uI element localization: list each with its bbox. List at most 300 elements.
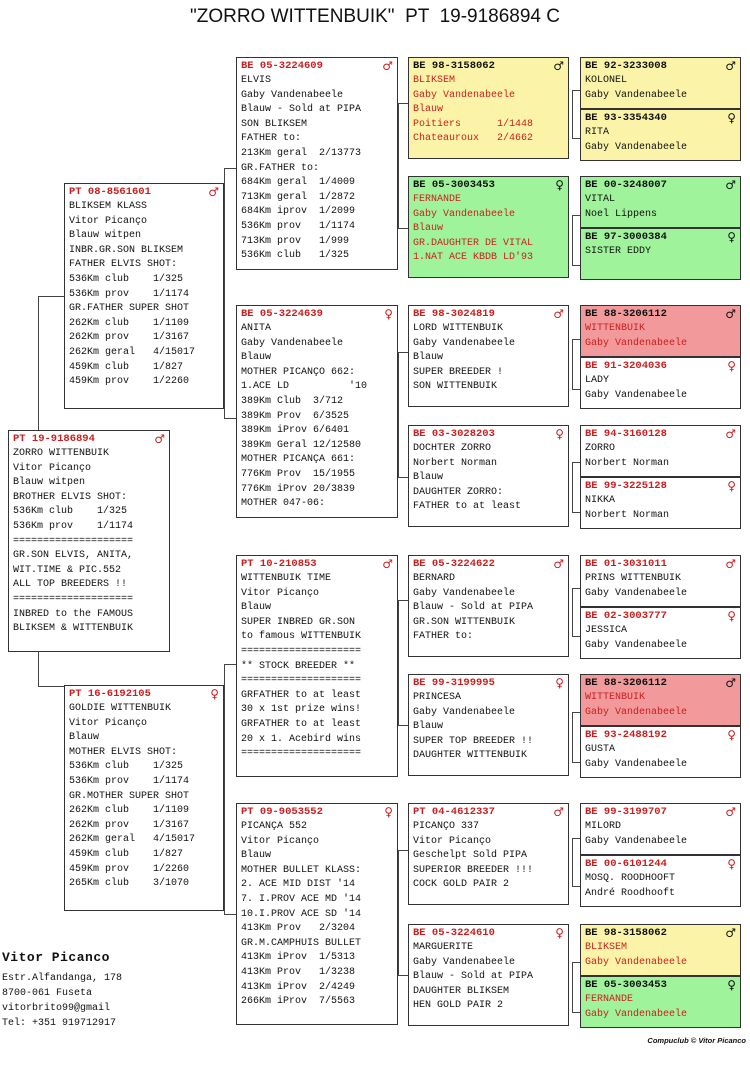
card-line: JESSICA — [585, 625, 628, 636]
card-line: 713Km prov 1/999 — [241, 235, 350, 247]
pedigree-card-g14[interactable] — [580, 855, 741, 907]
card-line: Gaby Vandenabeele — [241, 89, 344, 101]
pedigree-card-g3[interactable] — [580, 176, 741, 228]
connector-line — [224, 418, 236, 419]
card-line: Gaby Vandenabeele — [585, 1008, 688, 1020]
connector-line — [572, 838, 580, 839]
card-line: ==================== — [13, 593, 134, 605]
connector-line — [572, 90, 573, 138]
card-line: Blauw — [413, 223, 444, 235]
card-line: Blauw — [413, 721, 444, 733]
card-line: 776Km iProv 20/3839 — [241, 483, 356, 495]
card-line: ==================== — [13, 535, 134, 547]
pedigree-card-sire-dam[interactable] — [236, 305, 398, 518]
pedigree-card-ddd[interactable] — [408, 924, 569, 1026]
connector-line — [572, 389, 580, 390]
female-symbol-icon: ♀ — [555, 177, 564, 192]
card-line: WITTENBUIK — [585, 692, 646, 703]
card-line: 20 x 1. Acebird wins — [241, 733, 362, 745]
card-line: KOLONEL — [585, 75, 628, 86]
card-line: 30 x 1st prize wins! — [241, 704, 362, 716]
female-symbol-icon: ♀ — [727, 110, 736, 125]
breeder-email: vitorbrito99@gmail — [2, 1003, 111, 1014]
card-line: WIT.TIME & PIC.552 — [13, 564, 122, 576]
pedigree-card-g6[interactable] — [580, 357, 741, 409]
male-symbol-icon: ♂ — [725, 58, 736, 73]
connector-line — [398, 725, 408, 726]
card-line: Poitiers 1/1448 — [413, 118, 534, 130]
ring-number: BE 03-3028203 — [413, 427, 495, 440]
card-line: NIKKA — [585, 495, 616, 506]
pedigree-card-sss[interactable] — [408, 57, 569, 159]
connector-line — [572, 712, 580, 713]
connector-line — [398, 477, 408, 478]
connector-line — [224, 168, 225, 418]
card-line: MARGUERITE — [413, 942, 474, 953]
card-line: BLIKSEM KLASS — [69, 201, 148, 212]
card-line: Blauw witpen — [69, 230, 142, 242]
card-line: Blauw — [69, 732, 100, 744]
connector-line — [572, 339, 573, 389]
male-symbol-icon: ♂ — [725, 556, 736, 571]
card-line: BLIKSEM & WITTENBUIK — [13, 623, 134, 635]
card-line: 413Km Prov 1/3238 — [241, 966, 356, 978]
card-line: Gaby Vandenabeele — [585, 835, 688, 847]
ring-number: PT 04-4612337 — [413, 805, 495, 818]
card-line: 265Km club 3/1070 — [69, 878, 190, 890]
pedigree-card-g8[interactable] — [580, 477, 741, 529]
card-line: Blauw — [413, 104, 444, 116]
card-line: ==================== — [241, 748, 362, 760]
breeder-phone: Tel: +351 919712917 — [2, 1018, 117, 1029]
ring-number: BE 93-2488192 — [585, 728, 667, 741]
card-line: SUPER INBRED GR.SON — [241, 616, 356, 628]
card-line: VITAL — [585, 194, 616, 205]
card-line: LORD WITTENBUIK — [413, 323, 504, 334]
card-line: SUPERIOR BREEDER !!! — [413, 864, 534, 876]
female-symbol-icon: ♀ — [727, 229, 736, 244]
card-line: Noel Lippens — [585, 208, 658, 220]
card-line: MOTHER ELVIS SHOT: — [69, 746, 178, 758]
card-line: Gaby Vandenabeele — [413, 89, 516, 101]
ring-number: BE 99-3199995 — [413, 676, 495, 689]
card-line: INBR.GR.SON BLIKSEM — [69, 244, 184, 256]
card-line: 413Km iProv 2/4249 — [241, 981, 356, 993]
card-line: DOCHTER ZORRO — [413, 443, 492, 454]
card-line: 2. ACE MID DIST '14 — [241, 879, 356, 891]
card-line: 459Km prov 1/2260 — [69, 863, 190, 875]
pedigree-card-g11[interactable] — [580, 674, 741, 726]
female-symbol-icon: ♀ — [727, 977, 736, 992]
card-line: HEN GOLD PAIR 2 — [413, 1000, 504, 1012]
card-line: Gaby Vandenabeele — [585, 141, 688, 153]
connector-line — [398, 600, 408, 601]
connector-line — [38, 686, 64, 687]
card-line: MOTHER 047-06: — [241, 498, 326, 510]
connector-line — [398, 352, 399, 477]
card-line: Blauw — [241, 602, 272, 614]
card-line: Blauw — [241, 850, 272, 862]
card-line: ELVIS — [241, 75, 272, 86]
connector-line — [572, 1012, 580, 1013]
female-symbol-icon: ♀ — [384, 804, 393, 819]
card-line: LADY — [585, 375, 610, 386]
pedigree-card-g12[interactable] — [580, 726, 741, 778]
card-line: 536Km club 1/325 — [13, 506, 128, 518]
pedigree-card-dam[interactable] — [64, 685, 224, 911]
ring-number: BE 91-3204036 — [585, 359, 667, 372]
card-line: Blauw - Sold at PIPA — [241, 104, 362, 116]
pedigree-card-g1[interactable] — [580, 57, 741, 109]
card-line: Gaby Vandenabeele — [585, 706, 688, 718]
card-line: ==================== — [241, 645, 362, 657]
card-line: MOTHER PICANÇO 662: — [241, 366, 356, 378]
pedigree-card-g16[interactable] — [580, 976, 741, 1028]
female-symbol-icon: ♀ — [555, 675, 564, 690]
ring-number: BE 05-3224639 — [241, 307, 323, 320]
connector-line — [572, 339, 580, 340]
card-line: 459Km club 1/827 — [69, 848, 184, 860]
card-line: FATHER to: — [413, 631, 474, 643]
connector-line — [398, 850, 399, 975]
female-symbol-icon: ♀ — [555, 925, 564, 940]
card-line: 262Km club 1/1109 — [69, 317, 190, 329]
card-line: MOTHER PICANÇA 661: — [241, 454, 356, 466]
pedigree-card-g9[interactable] — [580, 555, 741, 607]
pedigree-card-g10[interactable] — [580, 607, 741, 659]
connector-line — [224, 914, 236, 915]
connector-line — [572, 962, 573, 1012]
ring-number: BE 05-3224609 — [241, 59, 323, 72]
card-line: 413Km Prov 2/3204 — [241, 923, 356, 935]
card-line: 459Km prov 1/2260 — [69, 376, 190, 388]
connector-line — [398, 352, 408, 353]
male-symbol-icon: ♂ — [725, 177, 736, 192]
male-symbol-icon: ♂ — [725, 675, 736, 690]
card-line: 266Km iProv 7/5563 — [241, 996, 356, 1008]
card-line: COCK GOLD PAIR 2 — [413, 879, 510, 891]
male-symbol-icon: ♂ — [725, 804, 736, 819]
connector-line — [572, 215, 580, 216]
ring-number: BE 99-3225128 — [585, 479, 667, 492]
ring-number: BE 88-3206112 — [585, 676, 667, 689]
connector-line — [572, 265, 580, 266]
card-line: Blauw - Sold at PIPA — [413, 971, 534, 983]
connector-line — [572, 762, 580, 763]
pedigree-card-sire-sire[interactable] — [236, 57, 398, 270]
card-line: Blauw - Sold at PIPA — [413, 602, 534, 614]
card-line: 413Km iProv 1/5313 — [241, 952, 356, 964]
connector-line — [572, 588, 573, 636]
ring-number: PT 19-9186894 — [13, 432, 95, 445]
card-line: DAUGHTER BLIKSEM — [413, 985, 510, 997]
connector-line — [572, 962, 580, 963]
ring-number: BE 99-3199707 — [585, 805, 667, 818]
connector-line — [224, 664, 225, 914]
card-line: FERNANDE — [585, 994, 634, 1005]
card-line: FATHER ELVIS SHOT: — [69, 259, 178, 271]
breeder-address-line: 8700-061 Fuseta — [2, 988, 93, 999]
card-line: Gaby Vandenabeele — [413, 337, 516, 349]
female-symbol-icon: ♀ — [555, 426, 564, 441]
card-line: GR.SON WITTENBUIK — [413, 616, 516, 628]
connector-line — [38, 296, 64, 297]
pedigree-card-g7[interactable] — [580, 425, 741, 477]
connector-line — [572, 588, 580, 589]
card-line: 684Km iprov 1/2099 — [241, 206, 356, 218]
ring-number: BE 05-3224610 — [413, 926, 495, 939]
card-line: Gaby Vandenabeele — [585, 337, 688, 349]
connector-line — [572, 712, 573, 762]
connector-line — [38, 652, 39, 686]
pedigree-card-sire[interactable] — [64, 183, 224, 409]
card-line: GR.MOTHER SUPER SHOT — [69, 790, 190, 802]
card-line: 536Km club 1/325 — [69, 273, 184, 285]
card-line: FATHER to: — [241, 133, 302, 145]
card-line: Gaby Vandenabeele — [585, 956, 688, 968]
connector-line — [572, 636, 580, 637]
ring-number: BE 02-3003777 — [585, 609, 667, 622]
card-line: Geschelpt Sold PIPA — [413, 850, 528, 862]
ring-number: BE 00-3248007 — [585, 178, 667, 191]
pedigree-card-sdd[interactable] — [408, 425, 569, 527]
card-line: Blauw witpen — [13, 477, 86, 489]
pedigree-card-dam-dam[interactable] — [236, 803, 398, 1025]
connector-line — [572, 215, 573, 265]
card-line: 262Km geral 4/15017 — [69, 346, 196, 358]
female-symbol-icon: ♀ — [727, 478, 736, 493]
card-line: 536Km prov 1/1174 — [241, 220, 356, 232]
card-line: 389Km iProv 6/6401 — [241, 425, 350, 437]
card-line: Gaby Vandenabeele — [413, 706, 516, 718]
card-line: RITA — [585, 127, 610, 138]
card-line: 262Km geral 4/15017 — [69, 834, 196, 846]
card-line: BLIKSEM — [413, 75, 456, 86]
card-line: Norbert Norman — [585, 509, 670, 521]
male-symbol-icon: ♂ — [154, 431, 165, 446]
card-line: 389Km Geral 12/12580 — [241, 439, 362, 451]
card-line: 1.NAT ACE KBDB LD'93 — [413, 252, 534, 264]
card-line: GR.M.CAMPHUIS BULLET — [241, 937, 362, 949]
female-symbol-icon: ♀ — [727, 727, 736, 742]
card-line: MILORD — [585, 821, 622, 832]
card-line: Gaby Vandenabeele — [585, 758, 688, 770]
ring-number: BE 97-3000384 — [585, 230, 667, 243]
card-line: GR.SON ELVIS, ANITA, — [13, 550, 134, 562]
card-line: Blauw — [241, 352, 272, 364]
card-line: DAUGHTER ZORRO: — [413, 486, 504, 498]
ring-number: BE 92-3233008 — [585, 59, 667, 72]
male-symbol-icon: ♂ — [725, 925, 736, 940]
card-line: 10.I.PROV ACE SD '14 — [241, 908, 362, 920]
pedigree-card-sds[interactable] — [408, 305, 569, 407]
connector-line — [398, 103, 399, 228]
female-symbol-icon: ♀ — [727, 608, 736, 623]
card-line: Gaby Vandenabeele — [585, 389, 688, 401]
connector-line — [572, 462, 580, 463]
male-symbol-icon: ♂ — [553, 804, 564, 819]
male-symbol-icon: ♂ — [725, 306, 736, 321]
card-line: ** STOCK BREEDER ** — [241, 660, 356, 672]
pedigree-title: "ZORRO WITTENBUIK" PT 19-9186894 C — [189, 6, 561, 27]
connector-line — [572, 138, 580, 139]
female-symbol-icon: ♀ — [727, 358, 736, 373]
card-line: 1.ACE LD '10 — [241, 381, 368, 393]
card-line: MOSQ. ROODHOOFT — [585, 873, 676, 884]
card-line: SUPER BREEDER ! — [413, 366, 504, 378]
card-line: WITTENBUIK — [585, 323, 646, 334]
card-line: 389Km Prov 6/3525 — [241, 410, 350, 422]
connector-line — [572, 462, 573, 512]
card-line: ANITA — [241, 323, 272, 334]
card-line: ZORRO — [585, 443, 616, 454]
card-line: 536Km club 1/325 — [69, 761, 184, 773]
pedigree-card-g15[interactable] — [580, 924, 741, 976]
ring-number: BE 98-3024819 — [413, 307, 495, 320]
card-line: Vitor Picanço — [241, 835, 320, 847]
ring-number: BE 93-3354340 — [585, 111, 667, 124]
ring-number: BE 98-3158062 — [413, 59, 495, 72]
connector-line — [38, 296, 39, 432]
card-line: GOLDIE WITTENBUIK — [69, 703, 172, 714]
card-line: 536Km prov 1/1174 — [69, 775, 190, 787]
ring-number: PT 09-9053552 — [241, 805, 323, 818]
connector-line — [398, 975, 408, 976]
card-line: SON BLIKSEM — [241, 118, 308, 130]
male-symbol-icon: ♂ — [725, 426, 736, 441]
male-symbol-icon: ♂ — [553, 306, 564, 321]
card-line: Vitor Picanço — [69, 215, 148, 227]
card-line: Chateauroux 2/4662 — [413, 133, 534, 145]
card-line: André Roodhooft — [585, 887, 676, 899]
card-line: ==================== — [241, 675, 362, 687]
breeder-info — [2, 950, 122, 1031]
card-line: ALL TOP BREEDERS !! — [13, 579, 128, 591]
card-line: BERNARD — [413, 573, 456, 584]
ring-number: BE 05-3224622 — [413, 557, 495, 570]
ring-number: BE 05-3003453 — [413, 178, 495, 191]
ring-number: BE 94-3160128 — [585, 427, 667, 440]
card-line: MOTHER BULLET KLASS: — [241, 864, 362, 876]
card-line: FATHER to at least — [413, 501, 522, 513]
connector-line — [398, 228, 408, 229]
female-symbol-icon: ♀ — [384, 306, 393, 321]
pedigree-card-g4[interactable] — [580, 228, 741, 280]
card-line: Gaby Vandenabeele — [585, 639, 688, 651]
card-line: 713Km geral 1/2872 — [241, 191, 356, 203]
card-line: Blauw — [413, 472, 444, 484]
card-line: Gaby Vandenabeele — [585, 587, 688, 599]
card-line: Vitor Picanço — [413, 835, 492, 847]
male-symbol-icon: ♂ — [382, 58, 393, 73]
card-line: Vitor Picanço — [241, 587, 320, 599]
male-symbol-icon: ♂ — [553, 58, 564, 73]
card-line: SUPER TOP BREEDER !! — [413, 735, 534, 747]
card-line: PICANÇO 337 — [413, 821, 480, 832]
connector-line — [572, 90, 580, 91]
card-line: ZORRO WITTENBUIK — [13, 448, 110, 459]
copyright-footer: Compuclub © Vitor Picanco — [647, 1036, 746, 1045]
pedigree-card-ssd[interactable] — [408, 176, 569, 278]
card-line: PRINS WITTENBUIK — [585, 573, 682, 584]
connector-line — [572, 512, 580, 513]
card-line: Norbert Norman — [413, 457, 498, 469]
card-line: 776Km Prov 15/1955 — [241, 468, 356, 480]
card-line: Gaby Vandenabeele — [585, 89, 688, 101]
card-line: FERNANDE — [413, 194, 462, 205]
pedigree-card-dsd[interactable] — [408, 674, 569, 776]
card-line: SON WITTENBUIK — [413, 381, 498, 393]
pedigree-card-g13[interactable] — [580, 803, 741, 855]
card-line: 389Km Club 3/712 — [241, 395, 344, 407]
pedigree-card-g2[interactable] — [580, 109, 741, 161]
ring-number: BE 00-6101244 — [585, 857, 667, 870]
pedigree-card-subject[interactable] — [8, 430, 170, 652]
card-line: 262Km prov 1/3167 — [69, 819, 190, 831]
ring-number: PT 10-210853 — [241, 557, 317, 570]
card-line: Blauw — [413, 352, 444, 364]
ring-number: BE 05-3003453 — [585, 978, 667, 991]
pedigree-card-dds[interactable] — [408, 803, 569, 905]
connector-line — [398, 103, 408, 104]
card-line: 262Km club 1/1109 — [69, 805, 190, 817]
card-line: BLIKSEM — [585, 942, 628, 953]
card-line: PRINCESA — [413, 692, 462, 703]
pedigree-card-dss[interactable] — [408, 555, 569, 657]
card-line: GRFATHER to at least — [241, 689, 362, 701]
card-line: 7. I.PROV ACE MD '14 — [241, 893, 362, 905]
card-line: 262Km prov 1/3167 — [69, 332, 190, 344]
breeder-address-line: Estr.Alfandanga, 178 — [2, 973, 123, 984]
card-line: Vitor Picanço — [69, 717, 148, 729]
male-symbol-icon: ♂ — [208, 184, 219, 199]
card-line: Gaby Vandenabeele — [413, 956, 516, 968]
male-symbol-icon: ♂ — [553, 556, 564, 571]
pedigree-card-g5[interactable] — [580, 305, 741, 357]
card-line: to famous WITTENBUIK — [241, 631, 362, 643]
card-line: GR.DAUGHTER DE VITAL — [413, 237, 534, 249]
pedigree-card-dam-sire[interactable] — [236, 555, 398, 777]
connector-line — [572, 886, 580, 887]
card-line: 213Km geral 2/13773 — [241, 147, 362, 159]
connector-line — [224, 168, 236, 169]
connector-line — [398, 600, 399, 725]
breeder-name: Vitor Picanco — [2, 950, 110, 965]
card-line: GR.FATHER to: — [241, 162, 320, 174]
connector-line — [398, 850, 408, 851]
card-line: Norbert Norman — [585, 457, 670, 469]
ring-number: BE 98-3158062 — [585, 926, 667, 939]
ring-number: PT 16-6192105 — [69, 687, 151, 700]
ring-number: BE 01-3031011 — [585, 557, 667, 570]
card-line: DAUGHTER WITTENBUIK — [413, 750, 528, 762]
card-line: GR.FATHER SUPER SHOT — [69, 303, 190, 315]
card-line: INBRED to the FAMOUS — [13, 608, 134, 620]
card-line: 459Km club 1/827 — [69, 361, 184, 373]
card-line: 536Km prov 1/1174 — [69, 288, 190, 300]
connector-line — [572, 838, 573, 886]
card-line: GUSTA — [585, 744, 616, 755]
card-line: WITTENBUIK TIME — [241, 573, 332, 584]
connector-line — [224, 664, 236, 665]
card-line: Vitor Picanço — [13, 462, 92, 474]
female-symbol-icon: ♀ — [727, 856, 736, 871]
card-line: 536Km club 1/325 — [241, 250, 350, 262]
card-line: GRFATHER to at least — [241, 718, 362, 730]
card-line: Gaby Vandenabeele — [413, 208, 516, 220]
female-symbol-icon: ♀ — [210, 686, 219, 701]
card-line: BROTHER ELVIS SHOT: — [13, 491, 128, 503]
